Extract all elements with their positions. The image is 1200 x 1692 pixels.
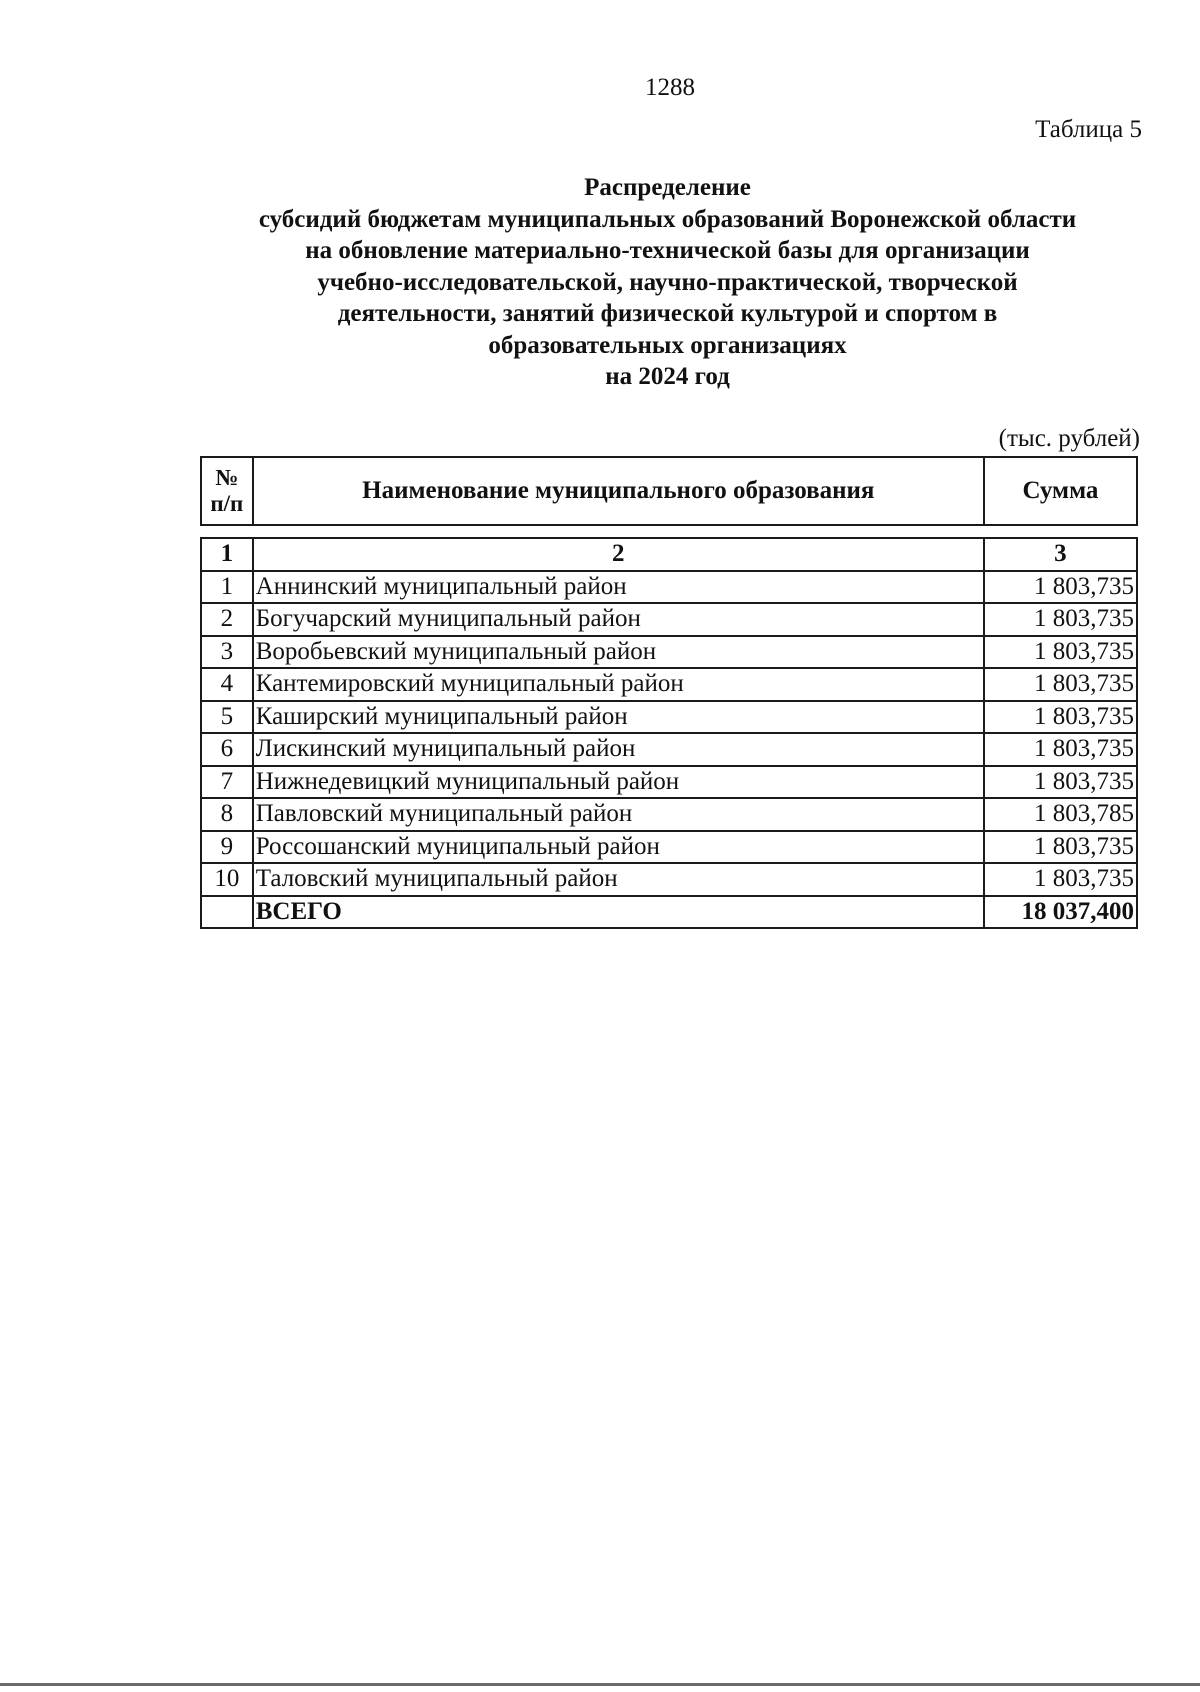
row-name: Лискинский муниципальный район: [253, 733, 984, 766]
title-line: на 2024 год: [605, 363, 730, 390]
row-name: Нижнедевицкий муниципальный район: [253, 766, 984, 799]
header-name: Наименование муниципального образования: [253, 457, 984, 525]
total-label: ВСЕГО: [253, 896, 984, 929]
row-sum: 1 803,735: [984, 733, 1137, 766]
row-sum: 1 803,735: [984, 668, 1137, 701]
table-body: [201, 538, 1137, 928]
bottom-scan-edge: [0, 1683, 1200, 1686]
column-number-row: [201, 538, 1137, 571]
row-num: 8: [201, 798, 253, 831]
table-row: [201, 733, 1137, 766]
row-sum: 1 803,735: [984, 636, 1137, 669]
row-name: Павловский муниципальный район: [253, 798, 984, 831]
units-note: (тыс. рублей): [998, 425, 1140, 452]
title-line: субсидий бюджетам муниципальных образований Воронежской области: [258, 205, 1077, 233]
column-number: 1: [201, 538, 253, 571]
row-name: Россошанский муниципальный район: [253, 831, 984, 864]
row-num: 5: [201, 701, 253, 734]
row-sum: 1 803,735: [984, 701, 1137, 734]
row-name: Таловский муниципальный район: [253, 863, 984, 896]
row-num: 9: [201, 831, 253, 864]
document-title: [190, 172, 1145, 393]
row-sum: 1 803,735: [984, 766, 1137, 799]
row-num: 7: [201, 766, 253, 799]
row-num: 2: [201, 603, 253, 636]
total-row: [201, 896, 1137, 929]
table-row: [201, 603, 1137, 636]
row-sum: 1 803,785: [984, 798, 1137, 831]
row-name: Кантемировский муниципальный район: [253, 668, 984, 701]
title-line: Распределение: [584, 174, 751, 201]
table-row: [201, 863, 1137, 896]
column-number: 2: [253, 538, 984, 571]
row-name: Каширский муниципальный район: [253, 701, 984, 734]
header-num: № п/п: [201, 457, 253, 525]
row-name: Богучарский муниципальный район: [253, 603, 984, 636]
table-row: [201, 668, 1137, 701]
row-sum: 1 803,735: [984, 571, 1137, 604]
header-row: [201, 457, 1137, 525]
column-number: 3: [984, 538, 1137, 571]
table-label: Таблица 5: [1035, 116, 1142, 143]
title-line: на обновление материально-технической базы для организации: [305, 237, 1030, 264]
row-num: 4: [201, 668, 253, 701]
title-line: образовательных организациях: [488, 331, 847, 359]
row-name: Аннинский муниципальный район: [253, 571, 984, 604]
row-sum: 1 803,735: [984, 603, 1137, 636]
row-sum: 1 803,735: [984, 863, 1137, 896]
table-row: [201, 636, 1137, 669]
row-sum: 1 803,735: [984, 831, 1137, 864]
table-row: [201, 831, 1137, 864]
table-row: [201, 766, 1137, 799]
table-header: [200, 456, 1138, 526]
row-num: 6: [201, 733, 253, 766]
data-table: [200, 537, 1138, 929]
header-sum: Сумма: [984, 457, 1137, 525]
table-row: [201, 701, 1137, 734]
total-sum: 18 037,400: [984, 896, 1137, 929]
row-num: 3: [201, 636, 253, 669]
total-num-empty: [201, 896, 253, 929]
row-num: 1: [201, 571, 253, 604]
table-row: [201, 571, 1137, 604]
title-line: учебно-исследовательской, научно-практической, творческой: [317, 268, 1018, 296]
row-name: Воробьевский муниципальный район: [253, 636, 984, 669]
page-number: 1288: [645, 74, 695, 101]
row-num: 10: [201, 863, 253, 896]
table-row: [201, 798, 1137, 831]
title-line: деятельности, занятий физической культурой и спортом в: [337, 300, 998, 327]
